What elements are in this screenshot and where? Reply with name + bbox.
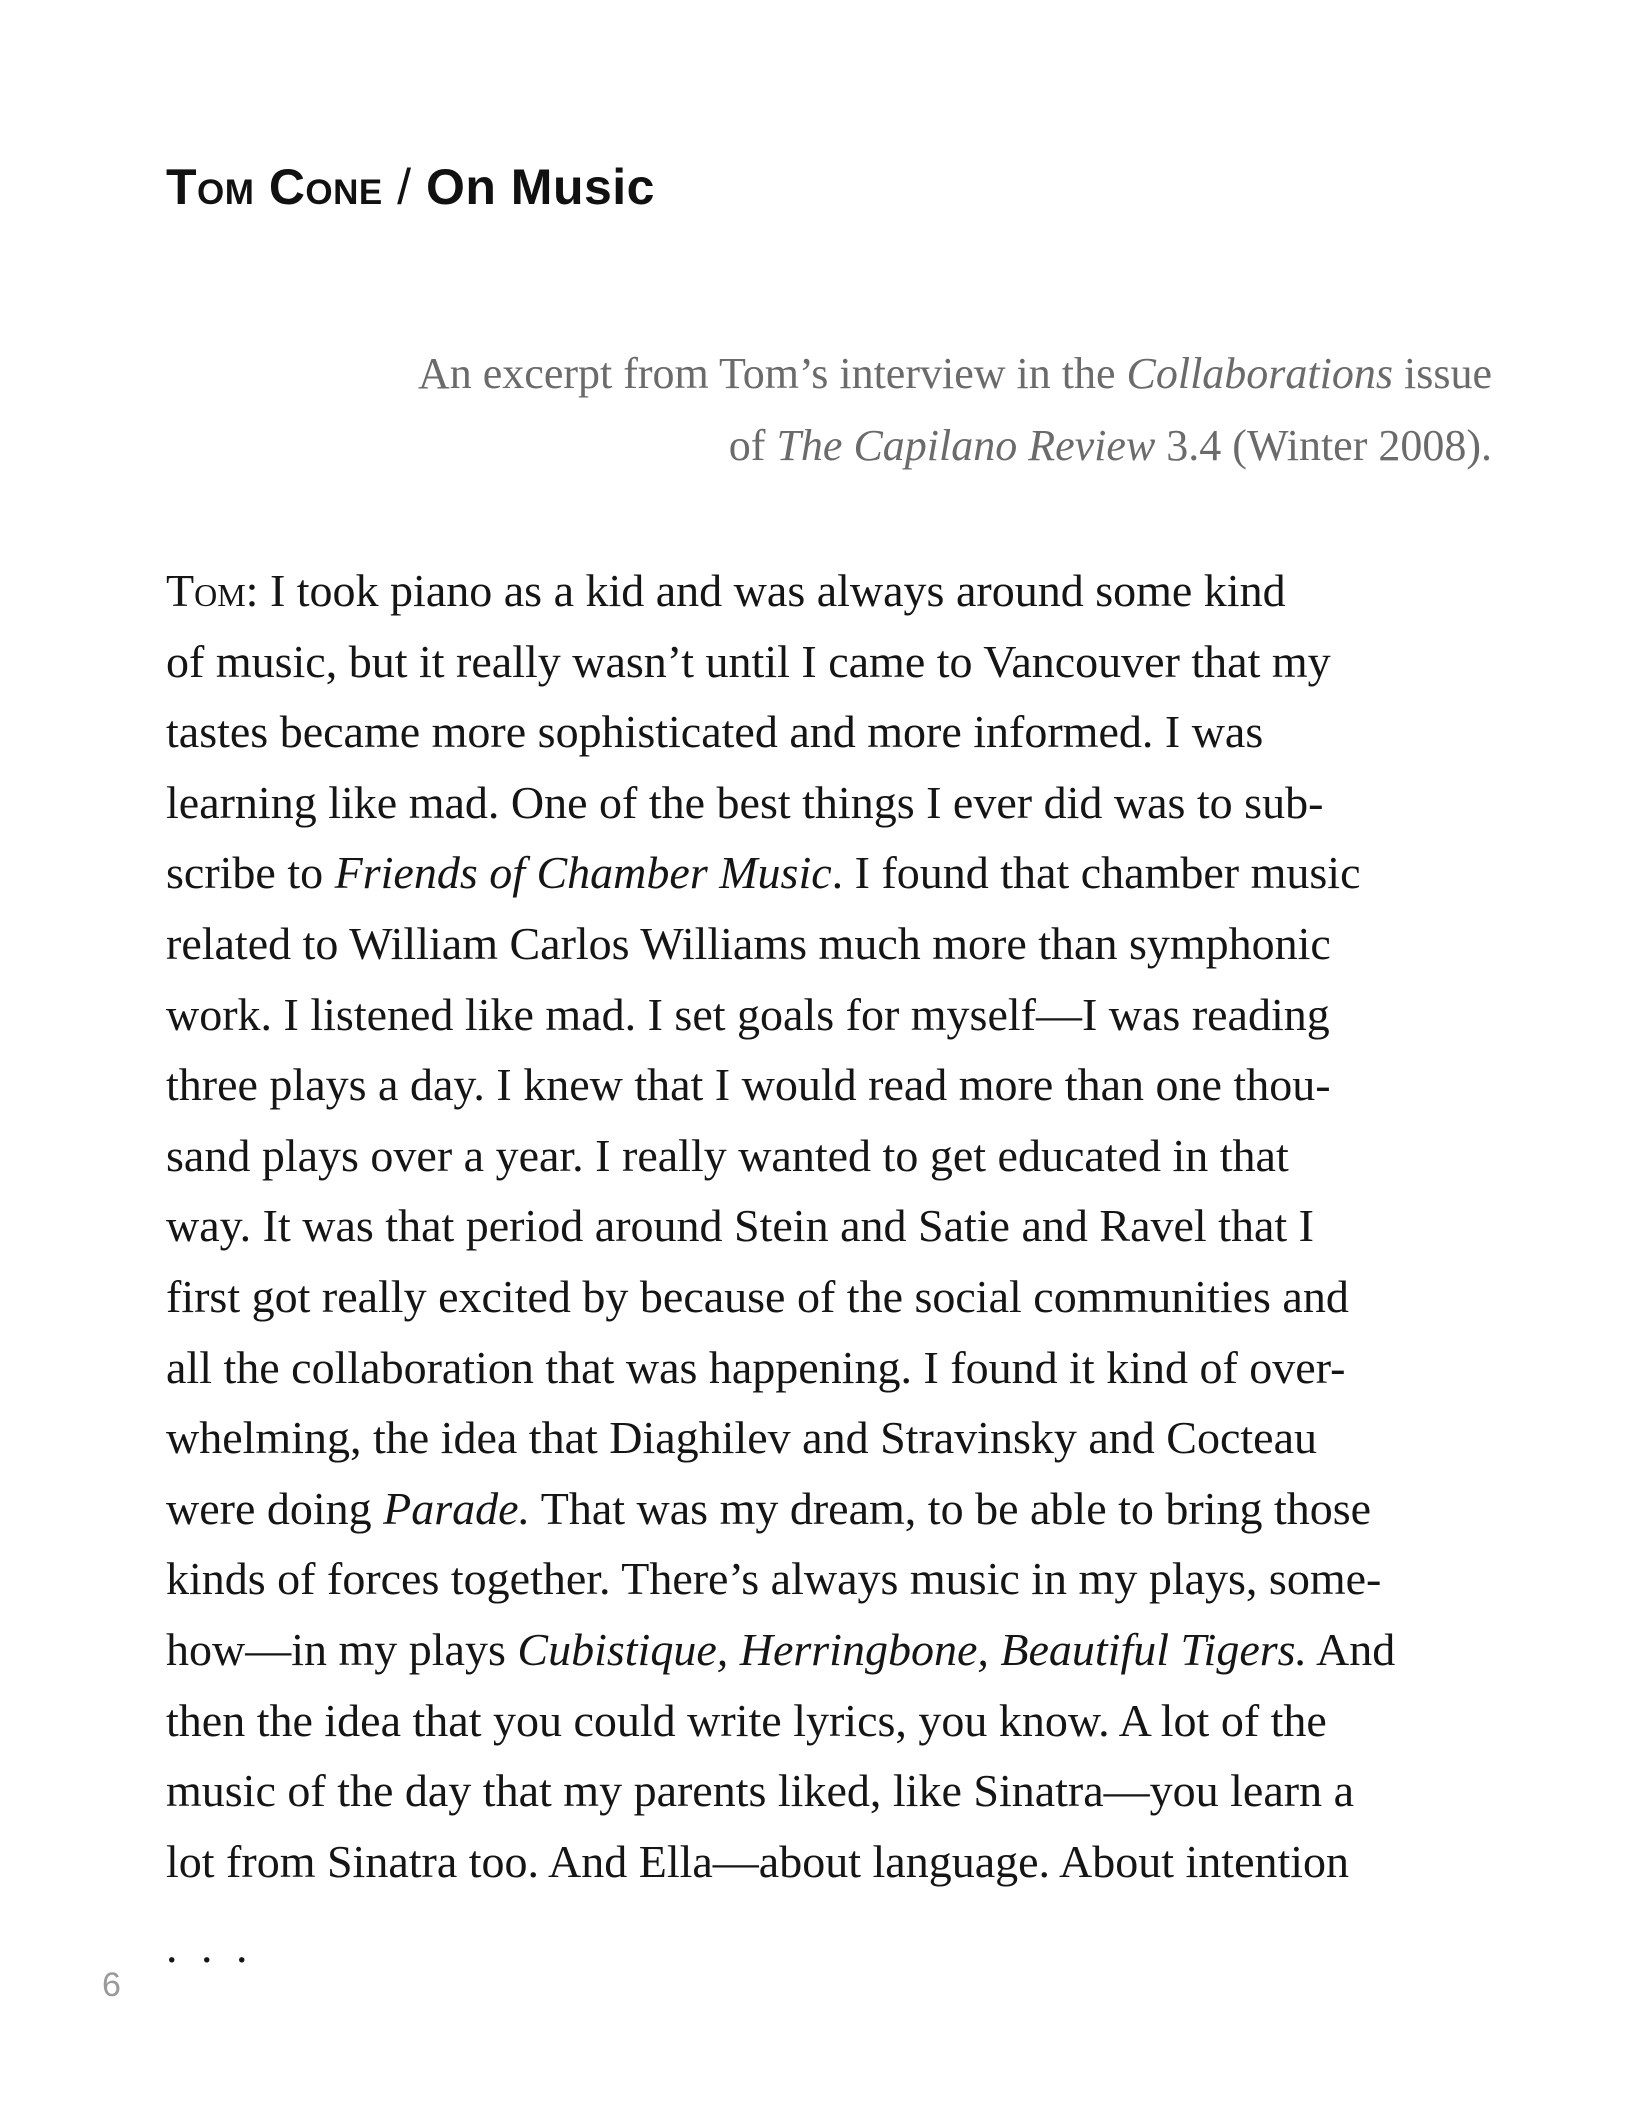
title-separator: / bbox=[382, 159, 426, 215]
body-line bbox=[166, 980, 1506, 1051]
body-italic-title: Parade. bbox=[383, 1482, 531, 1534]
body-line bbox=[166, 909, 1506, 980]
body-line-text: . I found that chamber music bbox=[831, 847, 1361, 899]
epigraph-italic-title: Collaborations bbox=[1126, 349, 1393, 398]
body-line-text: work. I listened like mad. I set goals for myself—I was reading bbox=[166, 988, 1330, 1040]
body-line-text: music of the day that my parents liked, like Sinatra—you learn a bbox=[166, 1765, 1355, 1817]
body-line bbox=[166, 1050, 1506, 1121]
body-italic-title: Cubistique, Herringbone, Beautiful Tigers. bbox=[517, 1623, 1308, 1675]
speaker-label: Tom bbox=[166, 565, 246, 616]
epigraph-text: issue bbox=[1393, 349, 1492, 398]
body-line-text: whelming, the idea that Diaghilev and Stravinsky and Cocteau bbox=[166, 1412, 1317, 1464]
body-line bbox=[166, 1191, 1506, 1262]
epigraph-italic-title: The Capilano Review bbox=[776, 421, 1156, 470]
body-text bbox=[166, 556, 1506, 1897]
body-line bbox=[166, 556, 1506, 627]
body-line bbox=[166, 768, 1506, 839]
body-line bbox=[166, 838, 1506, 909]
epigraph-line bbox=[192, 410, 1492, 482]
body-line bbox=[166, 1756, 1506, 1827]
title-author: Tom Cone bbox=[166, 159, 383, 215]
body-line bbox=[166, 627, 1506, 698]
body-line bbox=[166, 1121, 1506, 1192]
body-line-text: learning like mad. One of the best things I ever did was to sub- bbox=[166, 776, 1324, 828]
body-line-text: how—in my plays bbox=[166, 1623, 518, 1675]
epigraph-text: An excerpt from Tom’s interview in the bbox=[418, 349, 1127, 398]
body-line-text: were doing bbox=[166, 1482, 384, 1534]
page-title bbox=[166, 158, 655, 216]
body-line-text: three plays a day. I knew that I would read more than one thou- bbox=[166, 1059, 1331, 1111]
body-line bbox=[166, 1544, 1506, 1615]
body-line-text: And bbox=[1307, 1623, 1396, 1675]
body-line bbox=[166, 1827, 1506, 1898]
title-subject: On Music bbox=[425, 159, 655, 215]
body-line bbox=[166, 1686, 1506, 1757]
body-line-text: then the idea that you could write lyrics, you know. A lot of the bbox=[166, 1694, 1327, 1746]
body-line-text: related to William Carlos Williams much more than symphonic bbox=[166, 917, 1331, 969]
body-line-text: sand plays over a year. I really wanted to get educated in that bbox=[166, 1129, 1289, 1181]
epigraph-line bbox=[192, 338, 1492, 410]
body-line-text: way. It was that period around Stein and Satie and Ravel that I bbox=[166, 1200, 1314, 1252]
body-line-text: That was my dream, to be able to bring those bbox=[530, 1482, 1372, 1534]
epigraph bbox=[192, 338, 1492, 482]
body-line bbox=[166, 1262, 1506, 1333]
body-line-text: lot from Sinatra too. And Ella—about language. About intention bbox=[166, 1835, 1350, 1887]
body-line bbox=[166, 697, 1506, 768]
body-line bbox=[166, 1403, 1506, 1474]
body-italic-title: Friends of Chamber Music bbox=[334, 847, 832, 899]
body-line-text: tastes became more sophisticated and more informed. I was bbox=[166, 706, 1264, 758]
page-number: 6 bbox=[102, 1966, 121, 2004]
body-line bbox=[166, 1474, 1506, 1545]
body-line-text: first got really excited by because of the social communities and bbox=[166, 1270, 1349, 1322]
body-line bbox=[166, 1333, 1506, 1404]
ellipsis: . . . bbox=[166, 1921, 254, 1972]
epigraph-text: of bbox=[728, 421, 777, 470]
body-line bbox=[166, 1615, 1506, 1686]
epigraph-text: 3.4 (Winter 2008). bbox=[1155, 421, 1492, 470]
body-line-text: : I took piano as a kid and was always around some kind bbox=[245, 565, 1286, 616]
body-line-text: scribe to bbox=[166, 847, 335, 899]
body-line-text: kinds of forces together. There’s always music in my plays, some- bbox=[166, 1553, 1382, 1605]
body-line-text: of music, but it really wasn’t until I came to Vancouver that my bbox=[166, 635, 1331, 687]
body-line-text: all the collaboration that was happening. I found it kind of over- bbox=[166, 1341, 1346, 1393]
